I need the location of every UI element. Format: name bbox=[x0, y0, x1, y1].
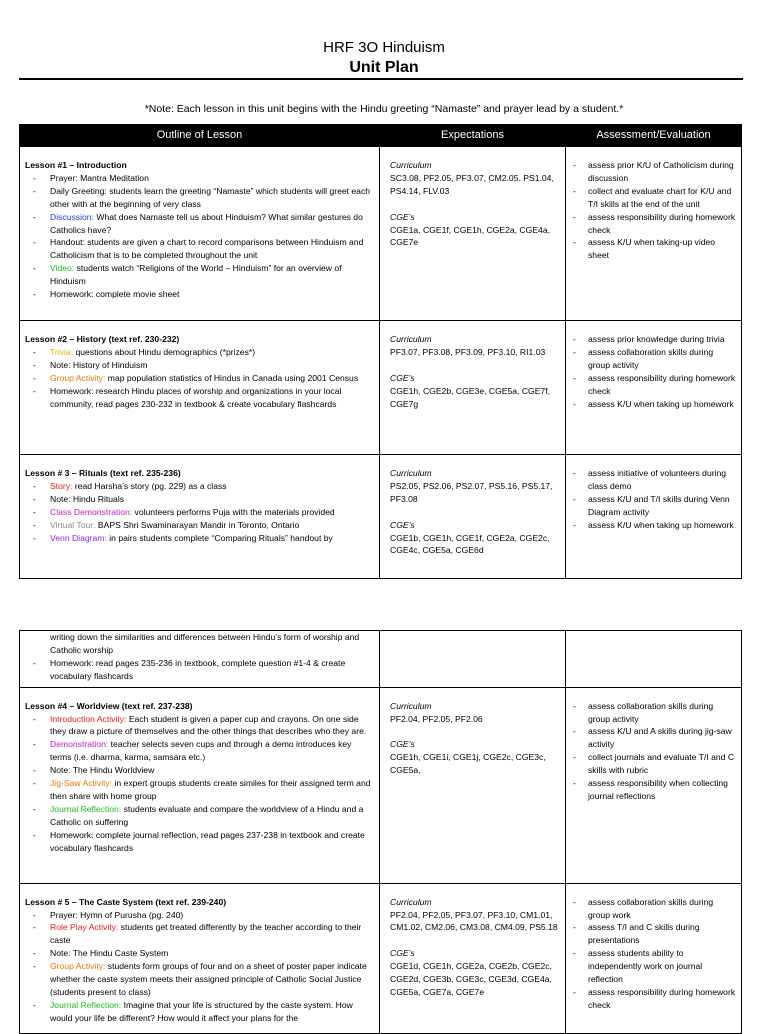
outline-item-text: Note: History of Hinduism bbox=[50, 359, 148, 370]
curriculum-label: Curriculum bbox=[390, 160, 432, 170]
lesson-row-continued bbox=[20, 631, 742, 688]
lesson-expectations-cell bbox=[380, 455, 566, 579]
title-divider bbox=[19, 78, 743, 80]
lesson-heading: Lesson #4 – Worldview (text ref. 237-238) bbox=[25, 700, 193, 711]
cge-codes: CGE1d, CGE1h, CGE2a, CGE2b, CGE2c, CGE2d, CGE3b, CGE3c, CGE3d, CGE4a, CGE5a, CGE7a, CGE7e bbox=[390, 961, 552, 997]
outline-item-text: students evaluate and compare the worldview of a Hindu and a Catholic on suffering bbox=[50, 803, 364, 827]
assessment-item: - assess K/U and T/I skills during Venn Diagram activity bbox=[573, 493, 737, 519]
assessment-list bbox=[573, 700, 737, 803]
outline-item-text: in expert groups students create similes for their assigned term and then share with home group bbox=[50, 778, 371, 801]
lesson-assessment-cell bbox=[566, 321, 742, 455]
curriculum-codes: PS2.05, PS2.06, PS2.07, PS5.16, PS5.17, PF3.08 bbox=[390, 480, 553, 504]
lesson-assessment-cell bbox=[566, 147, 742, 321]
outline-item-text: Prayer: Hymn of Purusha (pg. 240) bbox=[50, 909, 184, 920]
lesson-outline-cell bbox=[20, 883, 380, 1033]
cge-label: CGE’s bbox=[390, 372, 415, 383]
lesson-assessment-cell bbox=[566, 687, 742, 883]
outline-item bbox=[25, 960, 374, 999]
lesson-assessment-cell bbox=[566, 883, 742, 1033]
lesson-expectations-continued-cell bbox=[380, 631, 566, 688]
activity-label: Role Play Activity: bbox=[50, 922, 119, 933]
assessment-item: - assess responsibility during homework check bbox=[573, 372, 737, 398]
lesson-row bbox=[20, 147, 742, 321]
assessment-item: - assess K/U when taking-up video sheet bbox=[573, 236, 737, 262]
outline-item bbox=[25, 947, 374, 960]
assessment-list bbox=[573, 159, 737, 262]
outline-item bbox=[25, 829, 374, 855]
assessment-item: - assess K/U when taking up homework bbox=[573, 519, 737, 532]
activity-label: Demonstration: bbox=[50, 739, 109, 750]
assessment-item: - assess collaboration skills during group activity bbox=[573, 700, 737, 726]
cge-codes: CGE1h, CGE1i, CGE1j, CGE2c, CGE3c, CGE5a, bbox=[390, 752, 546, 776]
outline-list bbox=[25, 909, 374, 1025]
outline-item bbox=[25, 480, 374, 493]
activity-label: Class Demonstration: bbox=[50, 506, 133, 517]
lesson-heading: Lesson # 3 – Rituals (text ref. 235-236) bbox=[25, 468, 181, 478]
unit-note bbox=[0, 102, 768, 116]
lesson-heading: Lesson #1 – Introduction bbox=[25, 160, 127, 170]
document-title: Unit Plan bbox=[349, 59, 419, 76]
curriculum-codes: SC3.08, PF2.05, PF3.07, CM2.05. PS1.04, PS4.14, FLV.03 bbox=[390, 172, 554, 196]
outline-item bbox=[25, 909, 374, 922]
lesson-heading: Lesson #2 – History (text ref. 230-232) bbox=[25, 334, 180, 344]
outline-item bbox=[25, 211, 374, 237]
outline-item bbox=[25, 921, 374, 947]
activity-label: Story: bbox=[50, 480, 73, 491]
outline-item bbox=[25, 777, 374, 803]
spacer bbox=[390, 198, 560, 211]
outline-list bbox=[25, 480, 374, 545]
spacer bbox=[390, 934, 560, 947]
lesson-heading: Lesson # 5 – The Caste System (text ref. 239-240) bbox=[25, 896, 227, 907]
assessment-item: - assess responsibility during homework check bbox=[573, 986, 737, 1012]
outline-item bbox=[25, 999, 374, 1025]
outline-item-text: Note: The Hindu Worldview bbox=[50, 765, 155, 776]
outline-item bbox=[25, 236, 374, 262]
lesson-row bbox=[20, 687, 742, 883]
cge-label: CGE’s bbox=[390, 739, 415, 750]
outline-item bbox=[25, 738, 374, 764]
outline-item bbox=[25, 346, 374, 359]
curriculum-codes: PF2.04, PF2.05, PF2.06 bbox=[390, 713, 483, 724]
outline-item bbox=[25, 519, 374, 532]
curriculum-codes: PF2.04, PF2.05, PF3.07, PF3.10, CM1.01, CM1.02, CM2.06, CM3.08, CM4.09, PS5.18 bbox=[390, 909, 558, 933]
outline-item-text: Homework: research Hindu places of worship and organizations in your local community, read pages 230-232 in textbook & create vocabulary flashcards bbox=[50, 385, 342, 409]
activity-label: Jig-Saw Activity: bbox=[50, 778, 113, 789]
assessment-item: - assess prior K/U of Catholicism during discussion bbox=[573, 159, 737, 185]
assessment-item: - collect journals and evaluate T/I and C skills with rubric bbox=[573, 751, 737, 777]
outline-list-continued bbox=[25, 657, 374, 683]
assessment-item: - assess prior knowledge during trivia bbox=[573, 333, 737, 346]
outline-list bbox=[25, 346, 374, 411]
outline-item bbox=[25, 288, 374, 301]
lesson-expectations-cell bbox=[380, 687, 566, 883]
assessment-item: - assess T/I and C skills during presentations bbox=[573, 921, 737, 947]
outline-item-text: in pairs students complete “Comparing Rituals” handout by bbox=[106, 532, 333, 543]
activity-label: Introduction Activity: bbox=[50, 713, 127, 724]
lesson-expectations-cell bbox=[380, 147, 566, 321]
curriculum-label: Curriculum bbox=[390, 468, 432, 478]
note-text: Each lesson in this unit begins with the Hindu greeting “Namaste” and prayer lead by a student.* bbox=[173, 103, 624, 115]
spacer bbox=[390, 359, 560, 372]
unit-plan-table-page1 bbox=[19, 124, 742, 579]
table-header-row bbox=[20, 125, 742, 147]
outline-item-text: Daily Greeting: students learn the greeting “Namaste” which students will greet each other with at the beginning of very class bbox=[50, 185, 371, 209]
lesson-outline-cell bbox=[20, 147, 380, 321]
outline-item-text: volunteers performs Puja with the materials provided bbox=[132, 506, 335, 517]
outline-item bbox=[25, 713, 374, 739]
assessment-item: - assess responsibility when collecting journal reflections bbox=[573, 777, 737, 803]
outline-item-text: teacher selects seven cups and through a demo introduces key terms (i.e. dharma, karma, samsara etc.) bbox=[50, 739, 352, 763]
outline-list bbox=[25, 713, 374, 855]
outline-item-text: Note: The Hindu Caste System bbox=[50, 948, 169, 959]
outline-item bbox=[25, 172, 374, 185]
curriculum-codes: PF3.07, PF3.08, PF3.09, PF3.10, RI1.03 bbox=[390, 346, 546, 357]
cge-label: CGE’s bbox=[390, 519, 415, 530]
assessment-item: - assess responsibility during homework check bbox=[573, 211, 737, 237]
outline-item bbox=[25, 803, 374, 829]
lesson-row bbox=[20, 455, 742, 579]
assessment-item: - assess collaboration skills during group work bbox=[573, 896, 737, 922]
outline-item-text: Homework: read pages 235-236 in textbook, complete question #1-4 & create vocabulary flashcards bbox=[50, 657, 346, 681]
assessment-list bbox=[573, 467, 737, 532]
activity-label: Journal Reflection: bbox=[50, 803, 122, 814]
curriculum-label: Curriculum bbox=[390, 896, 432, 907]
outline-item bbox=[25, 385, 374, 411]
outline-item-text: map population statistics of Hindus in Canada using 2001 Census bbox=[105, 372, 359, 383]
column-header-assessment: Assessment/Evaluation bbox=[566, 125, 742, 147]
outline-item bbox=[25, 532, 374, 545]
outline-item bbox=[25, 372, 374, 385]
outline-item-text: Homework: complete journal reflection, read pages 237-238 in textbook and create vocabulary flashcards bbox=[50, 829, 365, 853]
outline-item-text: questions about Hindu demographics (*prizes*) bbox=[73, 346, 256, 357]
outline-item-text: Handout: students are given a chart to record comparisons between Hinduism and Catholicism that is to be completed throughout the unit bbox=[50, 237, 364, 261]
column-header-outline: Outline of Lesson bbox=[20, 125, 380, 147]
spacer bbox=[390, 725, 560, 738]
outline-item-text: students get treated differently by the teacher according to their caste bbox=[50, 922, 362, 946]
activity-label: Group Activity: bbox=[50, 961, 106, 972]
assessment-list bbox=[573, 896, 737, 1012]
assessment-item: - assess K/U when taking up homework bbox=[573, 398, 737, 411]
outline-list bbox=[25, 172, 374, 301]
activity-label: Trivia: bbox=[50, 346, 74, 357]
assessment-item: - assess K/U and A skills during jig-saw activity bbox=[573, 725, 737, 751]
outline-item bbox=[25, 506, 374, 519]
lesson-outline-continued-cell bbox=[20, 631, 380, 688]
outline-item-text: Each student is given a paper cup and crayons. On one side they draw a picture of themselves and the other things that describes who they are. bbox=[50, 713, 367, 737]
outline-item bbox=[25, 359, 374, 372]
column-header-expectations: Expectations bbox=[380, 125, 566, 147]
assessment-item: - assess students ability to independently work on journal reflection bbox=[573, 947, 737, 986]
outline-item bbox=[25, 185, 374, 211]
outline-item-text: Homework: complete movie sheet bbox=[50, 289, 180, 300]
outline-item-text: students watch “Religions of the World – Hinduism” for an overview of Hinduism bbox=[50, 263, 342, 287]
outline-item-text: Note: Hindu Rituals bbox=[50, 493, 125, 504]
outline-item-text: Prayer: Mantra Meditation bbox=[50, 172, 149, 183]
activity-label: Group Activity: bbox=[50, 372, 106, 383]
outline-item bbox=[25, 764, 374, 777]
outline-item-text: students form groups of four and on a sheet of poster paper indicate whether the caste system meets their assigned principle of Catholic Social Justice (students present to class) bbox=[50, 961, 367, 997]
cge-codes: CGE1b, CGE1h, CGE1f, CGE2a, CGE2c, CGE4c, CGE5a, CGE6d bbox=[390, 532, 550, 556]
lesson-outline-cell bbox=[20, 687, 380, 883]
assessment-item: - collect and evaluate chart for K/U and T/I skills at the end of the unit bbox=[573, 185, 737, 211]
activity-label: Venn Diagram: bbox=[50, 532, 107, 543]
spacer bbox=[390, 506, 560, 519]
note-prefix: *Note: bbox=[144, 103, 174, 115]
curriculum-label: Curriculum bbox=[390, 700, 432, 711]
course-title: HRF 3O Hinduism bbox=[323, 39, 445, 56]
outline-item-text: What does Namaste tell us about Hinduism? What similar gestures do Catholics have? bbox=[50, 211, 363, 235]
lesson-outline-cell bbox=[20, 321, 380, 455]
outline-item bbox=[25, 262, 374, 288]
outline-item bbox=[25, 493, 374, 506]
assessment-item: - assess collaboration skills during group activity bbox=[573, 346, 737, 372]
cge-codes: CGE1a, CGE1f, CGE1h, CGE2a, CGE4a, CGE7e bbox=[390, 224, 551, 248]
curriculum-label: Curriculum bbox=[390, 334, 432, 344]
cge-codes: CGE1h, CGE2b, CGE3e, CGE5a, CGE7f, CGE7g bbox=[390, 385, 551, 409]
lesson-expectations-cell bbox=[380, 883, 566, 1033]
lesson-outline-cell bbox=[20, 455, 380, 579]
activity-label: Video: bbox=[50, 263, 75, 274]
lesson-expectations-cell bbox=[380, 321, 566, 455]
assessment-item: - assess initiative of volunteers during class demo bbox=[573, 467, 737, 493]
activity-label: Virtual Tour: bbox=[50, 519, 96, 530]
cge-label: CGE’s bbox=[390, 211, 415, 222]
activity-label: Journal Reflection: bbox=[50, 999, 122, 1010]
unit-plan-table-page2 bbox=[19, 630, 742, 1034]
lesson-assessment-continued-cell bbox=[566, 631, 742, 688]
outline-continued-text: writing down the similarities and differences between Hindu’s form of worship and Catholic worship bbox=[50, 632, 360, 655]
outline-item-text: read Harsha’s story (pg. 229) as a class bbox=[72, 480, 227, 491]
cge-label: CGE’s bbox=[390, 948, 415, 959]
assessment-list bbox=[573, 333, 737, 410]
lesson-row bbox=[20, 321, 742, 455]
outline-item-text: BAPS Shri Swaminarayan Mandir in Toronto, Ontario bbox=[95, 519, 300, 530]
lesson-row bbox=[20, 883, 742, 1033]
outline-item-text: Imagine that your life is structured by the caste system. How would your life be different? How would it affect your plans for the bbox=[50, 999, 353, 1023]
outline-item bbox=[25, 657, 374, 683]
lesson-assessment-cell bbox=[566, 455, 742, 579]
activity-label: Discussion: bbox=[50, 211, 94, 222]
